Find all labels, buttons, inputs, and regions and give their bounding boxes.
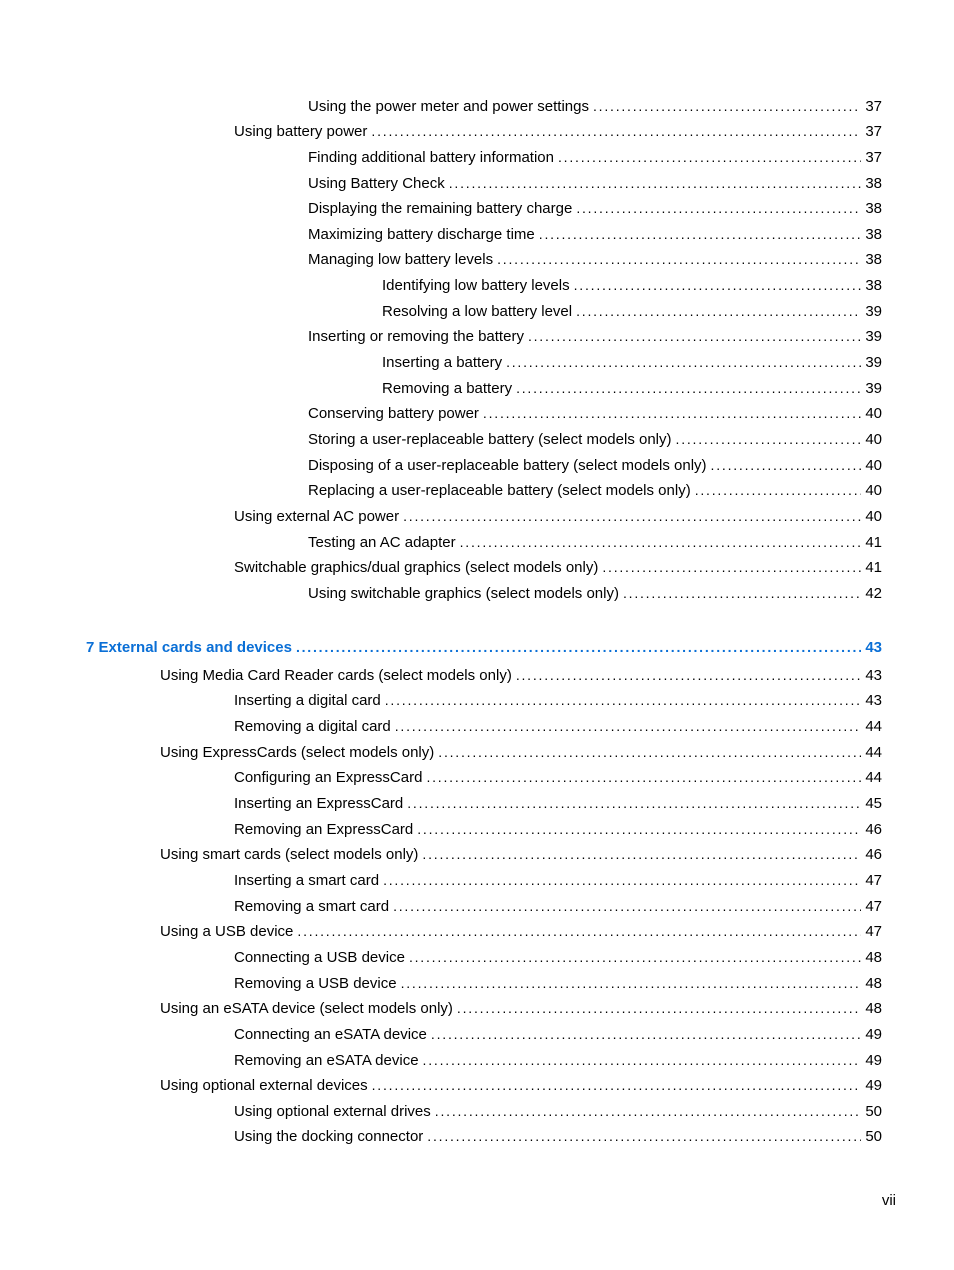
- toc-entry-page: 38: [865, 200, 882, 217]
- toc-entry[interactable]: [234, 870, 882, 890]
- toc-entry-title: Disposing of a user-replaceable battery (select models only): [308, 457, 707, 474]
- toc-entry-page: 38: [865, 175, 882, 192]
- toc-entry-title: Connecting a USB device: [234, 949, 405, 966]
- toc-entry[interactable]: [160, 742, 882, 762]
- toc-entry-title: Inserting a digital card: [234, 692, 381, 709]
- toc-entry-title: Removing a battery: [382, 380, 513, 397]
- toc-entry[interactable]: [234, 1050, 882, 1070]
- toc-entry-title: Removing a digital card: [234, 718, 391, 735]
- dot-leader: [297, 921, 861, 941]
- toc-entry-title: Using optional external devices: [160, 1077, 368, 1094]
- toc-entry[interactable]: [234, 1024, 882, 1044]
- toc-entry-page: 41: [865, 559, 882, 576]
- toc-entry-page: 47: [865, 898, 882, 915]
- dot-leader: [539, 224, 862, 244]
- toc-entry-page: 46: [865, 821, 882, 838]
- toc-entry-title: Managing low battery levels: [308, 251, 494, 268]
- toc-entry[interactable]: [234, 819, 882, 839]
- toc-entry-page: 39: [865, 303, 882, 320]
- toc-entry[interactable]: [308, 532, 882, 552]
- toc-entry-page: 41: [865, 534, 882, 551]
- dot-leader: [593, 96, 861, 116]
- toc-entry-title: 7 External cards and devices: [86, 639, 292, 656]
- toc-entry-page: 44: [865, 744, 882, 761]
- dot-leader: [528, 326, 861, 346]
- toc-entry-title: Removing an eSATA device: [234, 1052, 419, 1069]
- toc-entry[interactable]: [234, 121, 882, 141]
- toc-entry-page: 37: [865, 123, 882, 140]
- toc-entry[interactable]: [308, 198, 882, 218]
- toc-entry-title: Using optional external drives: [234, 1103, 431, 1120]
- dot-leader: [574, 275, 862, 295]
- toc-entry-page: 40: [865, 405, 882, 422]
- dot-leader: [506, 352, 861, 372]
- dot-leader: [417, 819, 861, 839]
- toc-entry[interactable]: [382, 352, 882, 372]
- toc-entry[interactable]: [308, 147, 882, 167]
- toc-entry[interactable]: [308, 96, 882, 116]
- toc-entry-page: 44: [865, 769, 882, 786]
- toc-entry[interactable]: [308, 480, 882, 500]
- toc-entry[interactable]: [160, 665, 882, 685]
- dot-leader: [401, 973, 862, 993]
- toc-entry[interactable]: [160, 998, 882, 1018]
- dot-leader: [435, 1101, 862, 1121]
- toc-entry-page: 44: [865, 718, 882, 735]
- toc-entry[interactable]: [308, 403, 882, 423]
- dot-leader: [676, 429, 862, 449]
- toc-entry-page: 48: [865, 949, 882, 966]
- toc-entry-page: 48: [865, 1000, 882, 1017]
- toc-entry-page: 47: [865, 923, 882, 940]
- toc-entry-title: Conserving battery power: [308, 405, 479, 422]
- toc-entry[interactable]: [234, 557, 882, 577]
- toc-entry-title: Configuring an ExpressCard: [234, 769, 423, 786]
- toc-entry-page: 49: [865, 1026, 882, 1043]
- dot-leader: [576, 198, 861, 218]
- dot-leader: [395, 716, 862, 736]
- dot-leader: [431, 1024, 861, 1044]
- dot-leader: [422, 844, 861, 864]
- toc-entry-title: Storing a user-replaceable battery (select models only): [308, 431, 672, 448]
- toc-entry-page: 37: [865, 98, 882, 115]
- toc-entry-page: 49: [865, 1077, 882, 1094]
- page-number: vii: [881, 1192, 896, 1209]
- toc-entry-title: Using an eSATA device (select models only): [160, 1000, 453, 1017]
- dot-leader: [427, 1126, 861, 1146]
- toc-entry-title: Using the power meter and power settings: [308, 98, 589, 115]
- toc-entry-page: 50: [865, 1103, 882, 1120]
- dot-leader: [385, 690, 862, 710]
- toc-entry-title: Using switchable graphics (select models only): [308, 585, 619, 602]
- dot-leader: [403, 506, 861, 526]
- toc-entry-title: Inserting a battery: [382, 354, 503, 371]
- toc-entry-title: Inserting or removing the battery: [308, 328, 524, 345]
- toc-entry-title: Using Media Card Reader cards (select models only): [160, 667, 512, 684]
- toc-entry-title: Inserting a smart card: [234, 872, 380, 889]
- toc-entry-page: 50: [865, 1128, 882, 1145]
- toc-entry-title: Using the docking connector: [234, 1128, 424, 1145]
- dot-leader: [576, 301, 861, 321]
- toc-entry-page: 47: [865, 872, 882, 889]
- toc-entry-page: 37: [865, 149, 882, 166]
- toc-entry-page: 45: [865, 795, 882, 812]
- toc-entry-page: 43: [865, 692, 882, 709]
- toc-entry[interactable]: [308, 455, 882, 475]
- toc-entry-page: 40: [865, 508, 882, 525]
- toc-entry-title: Removing an ExpressCard: [234, 821, 414, 838]
- toc-entry-page: 40: [865, 482, 882, 499]
- dot-leader: [558, 147, 861, 167]
- toc-entry[interactable]: [234, 947, 882, 967]
- dot-leader: [623, 583, 861, 603]
- toc-entry-page: 38: [865, 251, 882, 268]
- dot-leader: [483, 403, 861, 423]
- toc-entry[interactable]: [382, 301, 882, 321]
- toc-entry-title: Using smart cards (select models only): [160, 846, 419, 863]
- toc-entry-title: Connecting an eSATA device: [234, 1026, 427, 1043]
- dot-leader: [409, 947, 861, 967]
- toc-entry-title: Testing an AC adapter: [308, 534, 456, 551]
- toc-entry-title: Displaying the remaining battery charge: [308, 200, 573, 217]
- toc-entry[interactable]: [160, 844, 882, 864]
- toc-entry[interactable]: [308, 249, 882, 269]
- toc-entry-title: Removing a smart card: [234, 898, 390, 915]
- toc-entry-title: Inserting an ExpressCard: [234, 795, 404, 812]
- toc-entry-title: Replacing a user-replaceable battery (select models only): [308, 482, 691, 499]
- toc-entry-title: Identifying low battery levels: [382, 277, 570, 294]
- toc-entry-page: 38: [865, 226, 882, 243]
- dot-leader: [711, 455, 862, 475]
- toc-entry-title: Using a USB device: [160, 923, 294, 940]
- dot-leader: [460, 532, 862, 552]
- toc-entry-title: Using ExpressCards (select models only): [160, 744, 435, 761]
- toc-entry-title: Maximizing battery discharge time: [308, 226, 535, 243]
- dot-leader: [497, 249, 861, 269]
- toc-entry[interactable]: [234, 793, 882, 813]
- toc-entry[interactable]: [234, 896, 882, 916]
- toc-entry-page: 40: [865, 457, 882, 474]
- toc-entry-title: Using external AC power: [234, 508, 400, 525]
- toc-entry[interactable]: [234, 690, 882, 710]
- dot-leader: [423, 1050, 862, 1070]
- toc-entry-page: 39: [865, 328, 882, 345]
- dot-leader: [296, 637, 861, 657]
- toc-entry-page: 46: [865, 846, 882, 863]
- dot-leader: [695, 480, 862, 500]
- dot-leader: [449, 173, 862, 193]
- dot-leader: [383, 870, 861, 890]
- toc-chapter-entry[interactable]: [86, 637, 882, 657]
- toc-entry[interactable]: [234, 716, 882, 736]
- dot-leader: [602, 557, 861, 577]
- dot-leader: [457, 998, 861, 1018]
- toc-entry[interactable]: [308, 224, 882, 244]
- toc-entry[interactable]: [308, 429, 882, 449]
- toc-entry-page: 38: [865, 277, 882, 294]
- toc-entry-page: 39: [865, 354, 882, 371]
- toc-entry[interactable]: [160, 1075, 882, 1095]
- toc-entry[interactable]: [234, 506, 882, 526]
- toc-entry[interactable]: [308, 173, 882, 193]
- dot-leader: [426, 767, 861, 787]
- toc-entry[interactable]: [160, 921, 882, 941]
- dot-leader: [516, 378, 861, 398]
- toc-entry[interactable]: [382, 275, 882, 295]
- toc-entry-page: 43: [865, 639, 882, 656]
- toc-entry-page: 48: [865, 975, 882, 992]
- toc-entry-title: Resolving a low battery level: [382, 303, 573, 320]
- toc-entry-page: 39: [865, 380, 882, 397]
- dot-leader: [516, 665, 862, 685]
- toc-entry[interactable]: [308, 583, 882, 603]
- dot-leader: [372, 1075, 862, 1095]
- toc-entry-page: 42: [865, 585, 882, 602]
- toc-entry-page: 49: [865, 1052, 882, 1069]
- dot-leader: [393, 896, 861, 916]
- toc-entry-title: Switchable graphics/dual graphics (select models only): [234, 559, 599, 576]
- toc-entry[interactable]: [234, 767, 882, 787]
- toc-entry[interactable]: [382, 378, 882, 398]
- dot-leader: [407, 793, 861, 813]
- toc-entry-title: Finding additional battery information: [308, 149, 554, 166]
- dot-leader: [438, 742, 861, 762]
- toc-entry[interactable]: [234, 1126, 882, 1146]
- toc-entry-title: Using Battery Check: [308, 175, 445, 192]
- toc-entry[interactable]: [308, 326, 882, 346]
- toc-entry[interactable]: [234, 973, 882, 993]
- toc-entry-title: Using battery power: [234, 123, 368, 140]
- dot-leader: [371, 121, 861, 141]
- toc-entry[interactable]: [234, 1101, 882, 1121]
- toc-entry-title: Removing a USB device: [234, 975, 397, 992]
- toc-entry-page: 43: [865, 667, 882, 684]
- toc-entry-page: 40: [865, 431, 882, 448]
